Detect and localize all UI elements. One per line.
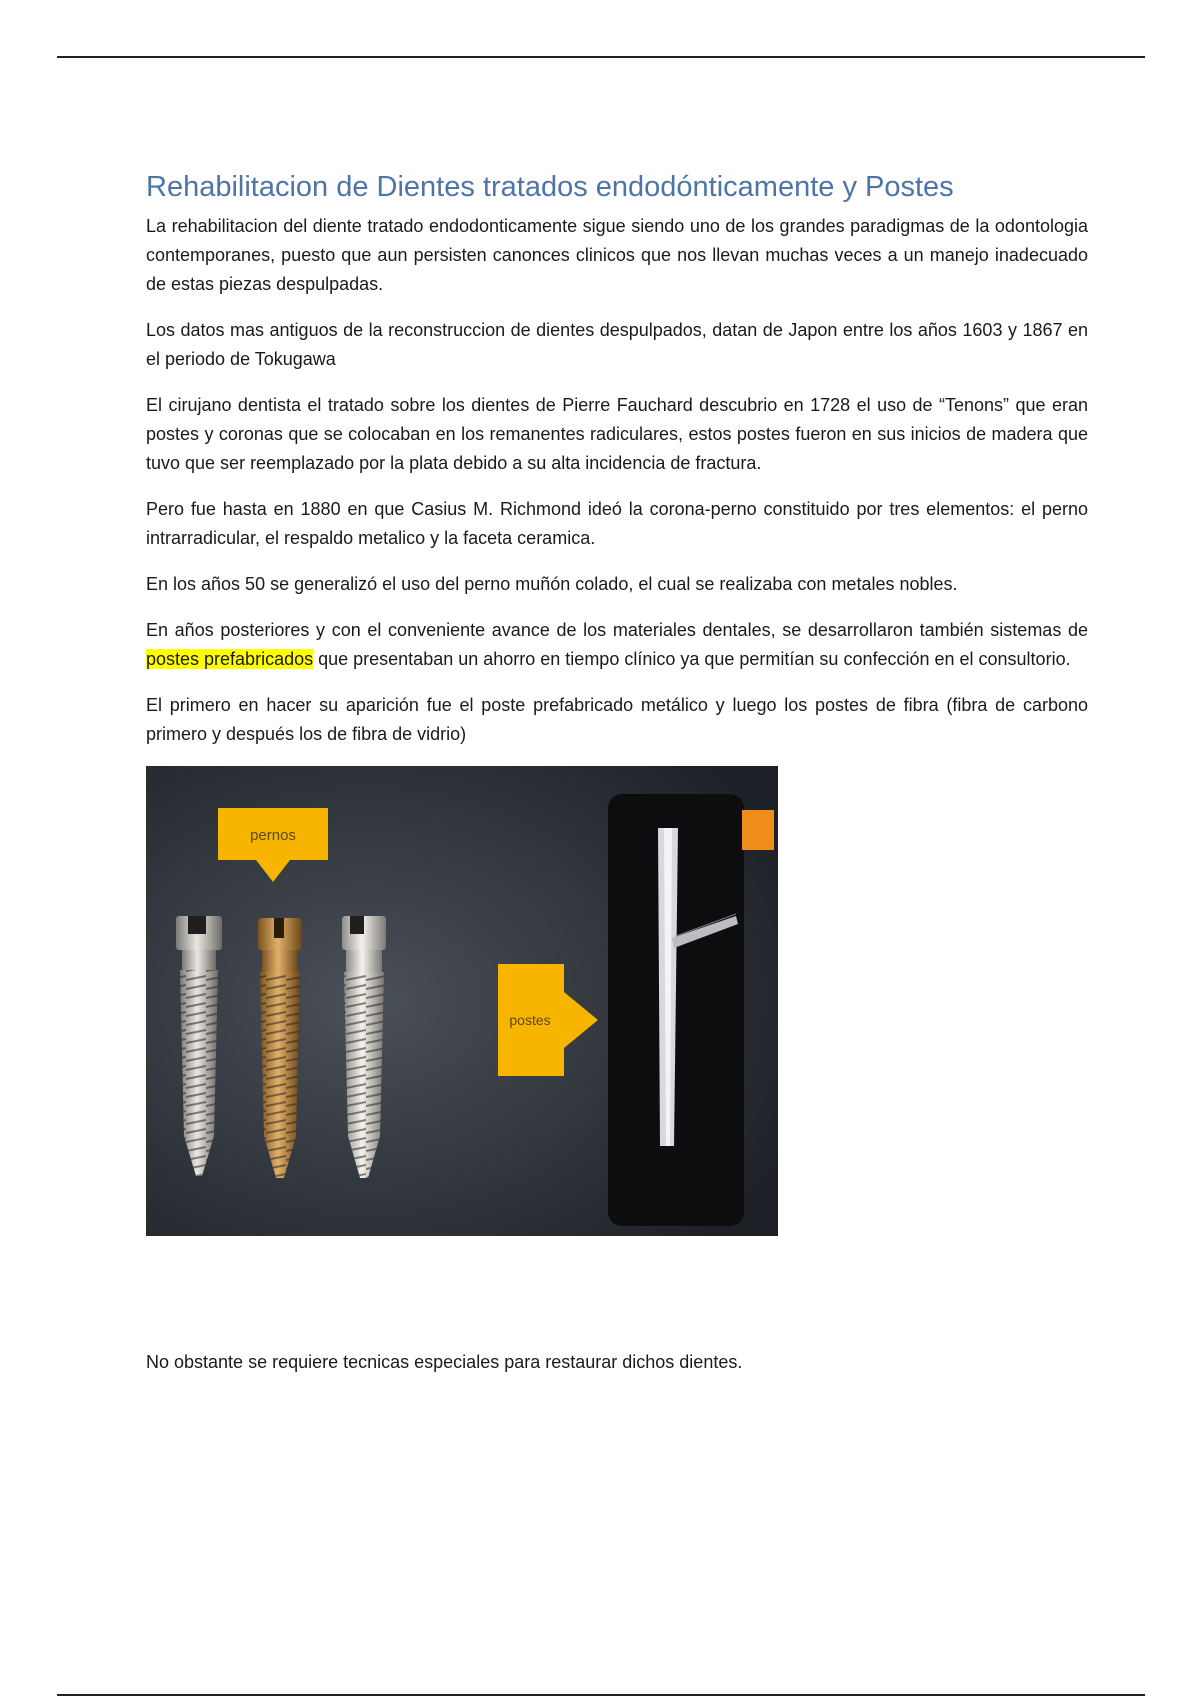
paragraph-6	[146, 616, 1088, 674]
document-body	[146, 170, 1088, 1394]
pernos-label: pernos	[250, 827, 296, 844]
paragraph-5: En los años 50 se generalizó el uso del perno muñón colado, el cual se realizaba con metales nobles.	[146, 574, 958, 594]
postes-label: postes	[509, 1012, 551, 1028]
figure-pernos-postes	[146, 766, 778, 1236]
header-rule	[57, 56, 1145, 58]
orange-marker	[742, 810, 774, 850]
paragraph-4: Pero fue hasta en 1880 en que Casius M. Richmond ideó la corona-perno constituido por tres elementos: el perno intrarradicular, el respaldo metalico y la faceta ceramica.	[146, 499, 1088, 548]
footer-rule	[57, 1694, 1145, 1696]
paragraph-6-text-a: En años posteriores y con el conveniente avance de los materiales dentales, se desarrollaron también sistemas de	[146, 620, 1088, 640]
paragraph-6-text-b: que presentaban un ahorro en tiempo clínico ya que permitían su confección en el consultorio.	[313, 649, 1071, 669]
paragraph-2: Los datos mas antiguos de la reconstruccion de dientes despulpados, datan de Japon entre los años 1603 y 1867 en el periodo de Tokugawa	[146, 320, 1088, 369]
paragraph-8: No obstante se requiere tecnicas especiales para restaurar dichos dientes.	[146, 1352, 743, 1372]
paragraph-7: El primero en hacer su aparición fue el poste prefabricado metálico y luego los postes de fibra (fibra de carbono primero y después los de fibra de vidrio)	[146, 695, 1088, 744]
paragraph-3: El cirujano dentista el tratado sobre los dientes de Pierre Fauchard descubrio en 1728 el uso de “Tenons” que eran postes y coronas que se colocaban en los remanentes radiculares, estos postes fueron en sus inicios de madera que tuvo que ser reemplazado por la plata debido a su alta incidencia de fractura.	[146, 395, 1088, 473]
figure-illustration	[146, 766, 778, 1236]
page-title: Rehabilitacion de Dientes tratados endodónticamente y Postes	[146, 171, 954, 203]
highlighted-text: postes prefabricados	[146, 649, 314, 669]
paragraph-1: La rehabilitacion del diente tratado endodonticamente sigue siendo uno de los grandes paradigmas de la odontologia contemporanes, puesto que aun persisten canonces clinicos que nos llevan muchas veces a un manejo inadecuado de estas piezas despulpadas.	[146, 216, 1088, 294]
